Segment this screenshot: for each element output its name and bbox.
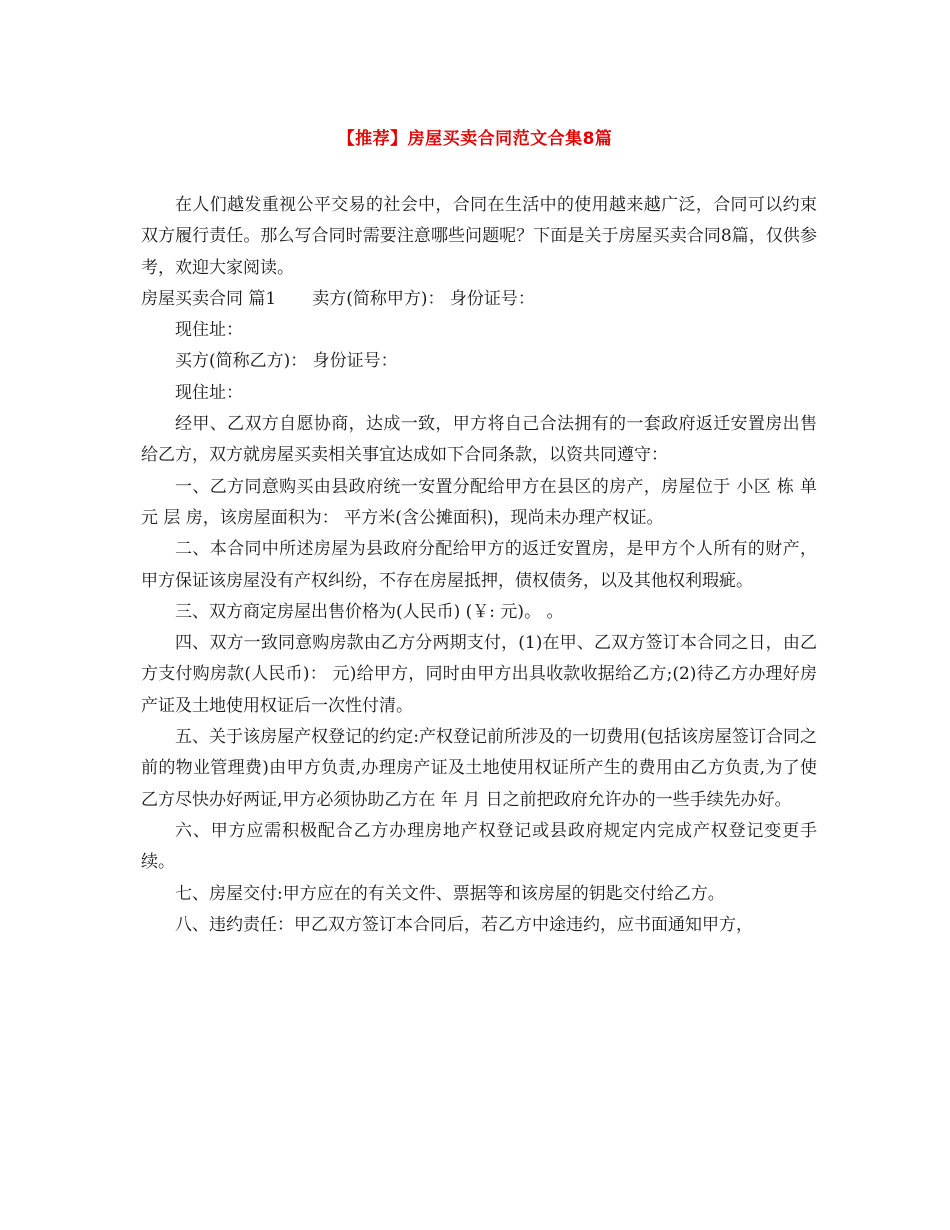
preamble-paragraph: 经甲、乙双方自愿协商，达成一致，甲方将自己合法拥有的一套政府返迁安置房出售给乙方，双方就房屋买卖相关事宜达成如下合同条款，以资共同遵守： bbox=[141, 414, 817, 466]
clause-paragraph: 四、双方一致同意购房款由乙方分两期支付，(1)在甲、乙双方签订本合同之日，由乙方支付购房款(人民币)： 元)给甲方，同时由甲方出具收款收据给乙方;(2)待乙方办理好房产证及土地使用权证后一次性付清。 bbox=[141, 633, 817, 716]
clause-paragraph: 八、违约责任：甲乙双方签订本合同后，若乙方中途违约，应书面通知甲方， bbox=[175, 914, 753, 935]
clause-paragraph: 五、关于该房屋产权登记的约定:产权登记前所涉及的一切费用(包括该房屋签订合同之前的物业管理费)由甲方负责,办理房产证及土地使用权证所产生的费用由乙方负责,为了使乙方尽快办好两证,甲方必须协助乙方在 年 月 日之前把政府允许办的一些手续先办好。 bbox=[141, 727, 817, 810]
clause-paragraph: 七、房屋交付:甲方应在的有关文件、票据等和该房屋的钥匙交付给乙方。 bbox=[175, 883, 725, 904]
seller-heading-line bbox=[141, 284, 817, 315]
clause-paragraph: 二、本合同中所述房屋为县政府分配给甲方的返迁安置房，是甲方个人所有的财产，甲方保证该房屋没有产权纠纷，不存在房屋抵押，债权债务，以及其他权利瑕疵。 bbox=[141, 539, 817, 591]
seller-identity-field: 卖方(简称甲方)： 身份证号： bbox=[312, 288, 535, 309]
clause-paragraph: 三、双方商定房屋出售价格为(人民币) (￥: 元)。 。 bbox=[175, 601, 564, 622]
clause-paragraph: 六、甲方应需积极配合乙方办理房地产权登记或县政府规定内完成产权登记变更手续。 bbox=[141, 820, 817, 873]
intro-paragraph: 在人们越发重视公平交易的社会中，合同在生活中的使用越来越广泛，合同可以约束双方履行责任。那么写合同时需要注意哪些问题呢？下面是关于房屋买卖合同8篇，仅供参考，欢迎大家阅读。 bbox=[141, 195, 817, 278]
seller-address-field: 现住址： bbox=[175, 320, 243, 341]
clause-paragraph: 一、乙方同意购买由县政府统一安置分配给甲方在县区的房产，房屋位于 小区 栋 单元 层 房，该房屋面积为： 平方米(含公摊面积)，现尚未办理产权证。 bbox=[141, 476, 817, 528]
document-title: 【推荐】房屋买卖合同范文合集8篇 bbox=[337, 129, 613, 149]
buyer-address-field: 现住址： bbox=[175, 382, 243, 403]
buyer-identity-field: 买方(简称乙方)： 身份证号： bbox=[175, 351, 398, 372]
document-body bbox=[141, 190, 817, 941]
section-heading: 房屋买卖合同 篇1 bbox=[141, 288, 277, 309]
